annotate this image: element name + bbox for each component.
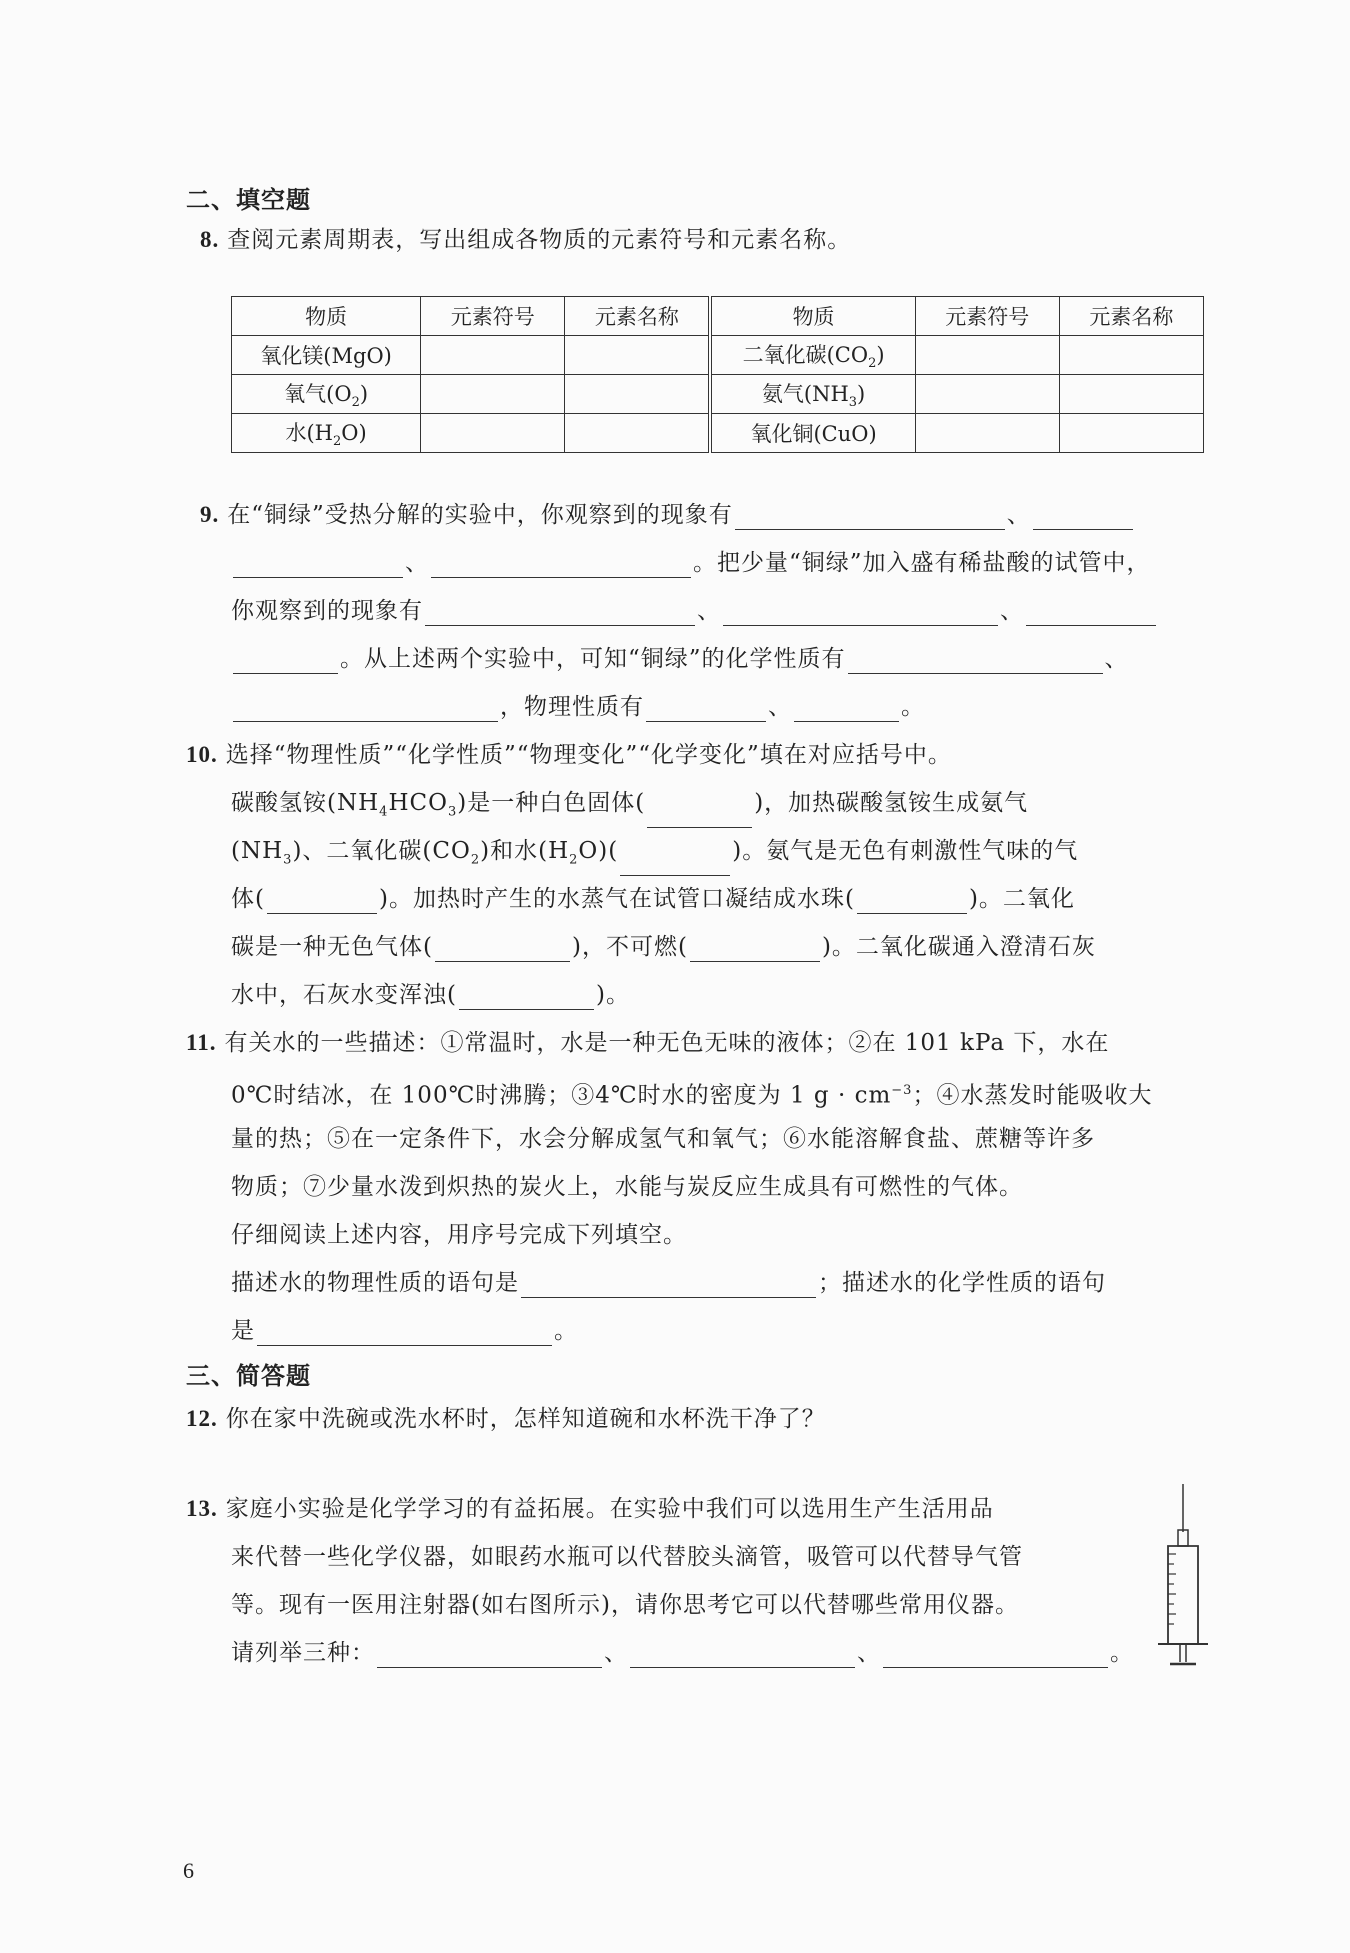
question-10-line-6: 水中，石灰水变浑浊( )。	[231, 982, 630, 1008]
answer-blank[interactable]	[233, 551, 403, 578]
question-number: 8.	[200, 227, 220, 252]
question-9-line-5: ，物理性质有 、 。	[231, 692, 925, 722]
answer-blank[interactable]	[377, 1641, 602, 1668]
answer-blank[interactable]	[1033, 503, 1133, 530]
symbol-cell[interactable]	[421, 375, 565, 414]
symbol-cell[interactable]	[915, 414, 1059, 453]
answer-blank[interactable]	[257, 1319, 552, 1346]
question-10-line-2: 碳酸氢铵$(NH_4HCO_3)$是一种白色固体( )，加热碳酸氢铵生成氨气	[231, 788, 1028, 828]
question-11-line-4: 物质；⑦少量水泼到炽热的炭火上，水能与炭反应生成具有可燃性的气体。	[231, 1174, 1023, 1200]
question-13-line-4: 请列举三种： 、 、 。	[231, 1640, 1134, 1666]
answer-blank[interactable]	[620, 849, 730, 876]
answer-blank[interactable]	[233, 647, 338, 674]
symbol-cell[interactable]	[421, 336, 565, 375]
answer-blank[interactable]	[521, 1271, 816, 1298]
page-number: 6	[183, 1858, 194, 1883]
substance-cell: 二氧化碳$(CO_2)$	[710, 336, 915, 375]
question-9-line-4: 。从上述两个实验中，可知“铜绿”的化学性质有 、	[231, 644, 1129, 674]
substance-cell: 氨气$(NH_3)$	[710, 375, 915, 414]
table-row	[232, 414, 1204, 453]
table-header-row	[232, 297, 1204, 336]
name-cell[interactable]	[565, 336, 711, 375]
question-10-line-1: 10. 选择“物理性质”“化学性质”“物理变化”“化学变化”填在对应括号中。	[186, 742, 952, 768]
question-12: 12. 你在家中洗碗或洗水杯时，怎样知道碗和水杯洗干净了？	[186, 1406, 826, 1432]
syringe-icon	[1156, 1484, 1210, 1668]
substance-cell: 氧气$(O_2)$	[232, 375, 421, 414]
answer-blank[interactable]	[723, 599, 998, 626]
symbol-cell[interactable]	[421, 414, 565, 453]
question-9-line-3: 你观察到的现象有 、 、	[231, 596, 1158, 626]
header-substance: 物质	[710, 297, 915, 336]
question-number: 13.	[186, 1496, 218, 1521]
table-row	[232, 336, 1204, 375]
answer-blank[interactable]	[630, 1641, 855, 1668]
question-11-line-3: 量的热；⑤在一定条件下，水会分解成氢气和氧气；⑥水能溶解食盐、蔗糖等许多	[231, 1126, 1095, 1152]
answer-blank[interactable]	[425, 599, 695, 626]
substance-cell: 水$(H_2O)$	[232, 414, 421, 453]
question-9-line-2: 、 。把少量“铜绿”加入盛有稀盐酸的试管中，	[231, 548, 1151, 578]
question-number: 12.	[186, 1406, 218, 1431]
question-13-line-2: 来代替一些化学仪器，如眼药水瓶可以代替胶头滴管，吸管可以代替导气管	[231, 1544, 1023, 1570]
question-10-line-3: $(NH_3)$、二氧化碳$(CO_2)$和水$(H_2O)$( )。氨气是无色有刺激性气味的气	[231, 836, 1078, 876]
question-11-line-2: 0℃时结冰，在 100℃时沸腾；③4℃时水的密度为 1 $g \cdot cm^{-3}$；④水蒸发时能吸收大	[231, 1082, 1153, 1109]
answer-blank[interactable]	[794, 695, 899, 722]
answer-blank[interactable]	[857, 887, 967, 914]
symbol-cell[interactable]	[915, 375, 1059, 414]
question-text: 查阅元素周期表，写出组成各物质的元素符号和元素名称。	[227, 227, 852, 253]
question-11-line-5: 仔细阅读上述内容，用序号完成下列填空。	[231, 1222, 687, 1248]
question-13-line-3: 等。现有一医用注射器(如右图所示)，请你思考它可以代替哪些常用仪器。	[231, 1592, 1019, 1618]
answer-blank[interactable]	[435, 935, 570, 962]
answer-blank[interactable]	[646, 695, 766, 722]
substance-cell: 氧化铜(CuO)	[710, 414, 915, 453]
section-title-short-answer: 三、简答题	[186, 1362, 311, 1390]
question-number: 9.	[200, 502, 220, 527]
answer-blank[interactable]	[431, 551, 691, 578]
question-number: 11.	[186, 1030, 217, 1055]
question-11-line-6: 描述水的物理性质的语句是 ；描述水的化学性质的语句	[231, 1270, 1106, 1296]
answer-blank[interactable]	[848, 647, 1103, 674]
name-cell[interactable]	[1059, 414, 1203, 453]
symbol-cell[interactable]	[915, 336, 1059, 375]
substance-cell: 氧化镁(MgO)	[232, 336, 421, 375]
header-name: 元素名称	[1059, 297, 1203, 336]
question-10-line-5: 碳是一种无色气体( )，不可燃( )。二氧化碳通入澄清石灰	[231, 934, 1096, 960]
table-row	[232, 375, 1204, 414]
header-name: 元素名称	[565, 297, 711, 336]
answer-blank[interactable]	[883, 1641, 1108, 1668]
answer-blank[interactable]	[459, 983, 594, 1010]
section-title-fill-blank: 二、填空题	[186, 186, 311, 214]
name-cell[interactable]	[1059, 375, 1203, 414]
name-cell[interactable]	[565, 375, 711, 414]
element-table	[231, 296, 1204, 453]
question-8	[200, 225, 851, 255]
question-13-line-1: 13. 家庭小实验是化学学习的有益拓展。在实验中我们可以选用生产生活用品	[186, 1496, 994, 1522]
answer-blank[interactable]	[267, 887, 377, 914]
question-number: 10.	[186, 742, 218, 767]
header-substance: 物质	[232, 297, 421, 336]
name-cell[interactable]	[1059, 336, 1203, 375]
question-10-line-4: 体( )。加热时产生的水蒸气在试管口凝结成水珠( )。二氧化	[231, 886, 1075, 912]
question-9-line-1: 9. 在“铜绿”受热分解的实验中，你观察到的现象有 、	[200, 500, 1135, 530]
answer-blank[interactable]	[1026, 599, 1156, 626]
answer-blank[interactable]	[690, 935, 820, 962]
question-11-line-7: 是 。	[231, 1318, 578, 1344]
name-cell[interactable]	[565, 414, 711, 453]
answer-blank[interactable]	[735, 503, 1005, 530]
header-symbol: 元素符号	[915, 297, 1059, 336]
question-11-line-1: 11. 有关水的一些描述：①常温时，水是一种无色无味的液体；②在 101 kPa 下，水在	[186, 1030, 1110, 1056]
answer-blank[interactable]	[233, 695, 498, 722]
answer-blank[interactable]	[647, 801, 752, 828]
header-symbol: 元素符号	[421, 297, 565, 336]
